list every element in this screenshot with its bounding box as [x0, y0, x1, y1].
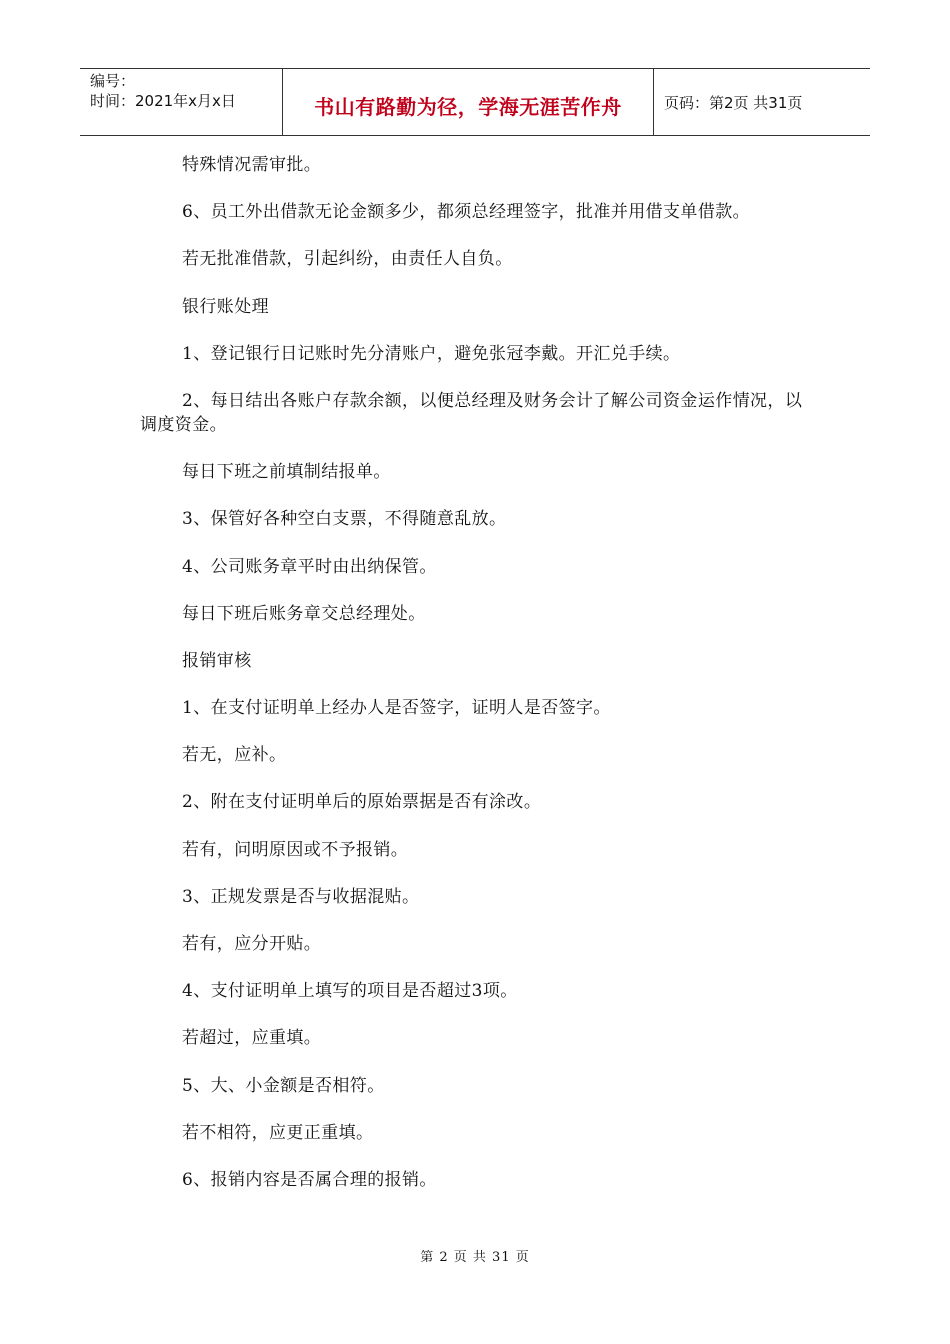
header-left-cell — [80, 69, 282, 135]
paragraph: 2、附在支付证明单后的原始票据是否有涂改。 — [182, 792, 542, 813]
paragraph: 若有，应分开贴。 — [182, 934, 322, 954]
paragraph: 3、保管好各种空白支票，不得随意乱放。 — [182, 509, 507, 530]
paragraph: 4、支付证明单上填写的项目是否超过3项。 — [182, 981, 518, 1002]
paragraph: 若无，应补。 — [182, 745, 287, 766]
section-heading: 银行账处理 — [182, 296, 269, 317]
document-number-label: 编号： — [90, 72, 136, 90]
header-motto: 书山有路勤为径，学海无涯苦作舟 — [314, 94, 622, 119]
header-page-info: 页码：第2页 共31页 — [664, 93, 803, 112]
paragraph: 若有，问明原因或不予报销。 — [182, 839, 409, 860]
paragraph: 每日下班后账务章交总经理处。 — [182, 603, 426, 624]
paragraph: 6、报销内容是否属合理的报销。 — [182, 1169, 437, 1190]
section-heading: 报销审核 — [182, 650, 252, 671]
header-right-cell — [654, 69, 870, 135]
paragraph: 1、登记银行日记账时先分清账户，避免张冠李戴。开汇兑手续。 — [182, 343, 681, 364]
paragraph: 若不相符，应更正重填。 — [182, 1122, 374, 1143]
header-middle-cell — [282, 69, 654, 135]
paragraph: 若无批准借款，引起纠纷，由责任人自负。 — [182, 249, 513, 270]
paragraph: 5、大、小金额是否相符。 — [182, 1075, 385, 1096]
paragraph: 3、正规发票是否与收据混贴。 — [182, 886, 420, 907]
paragraph: 若超过，应重填。 — [182, 1028, 322, 1049]
paragraph: 4、公司账务章平时由出纳保管。 — [182, 556, 437, 577]
paragraph: 特殊情况需审批。 — [182, 155, 322, 175]
document-body — [140, 153, 808, 1215]
page-header — [80, 68, 870, 136]
document-time-label: 时间：2021年x月x日 — [90, 92, 236, 110]
paragraph: 6、员工外出借款无论金额多少，都须总经理签字，批准并用借支单借款。 — [182, 202, 751, 223]
paragraph: 2、每日结出各账户存款余额，以便总经理及财务会计了解公司资金运作情况，以调度资金。 — [140, 390, 803, 435]
paragraph: 1、在支付证明单上经办人是否签字，证明人是否签字。 — [182, 698, 611, 719]
page-footer: 第 2 页 共 31 页 — [420, 1250, 530, 1265]
paragraph: 每日下班之前填制结报单。 — [182, 462, 391, 483]
